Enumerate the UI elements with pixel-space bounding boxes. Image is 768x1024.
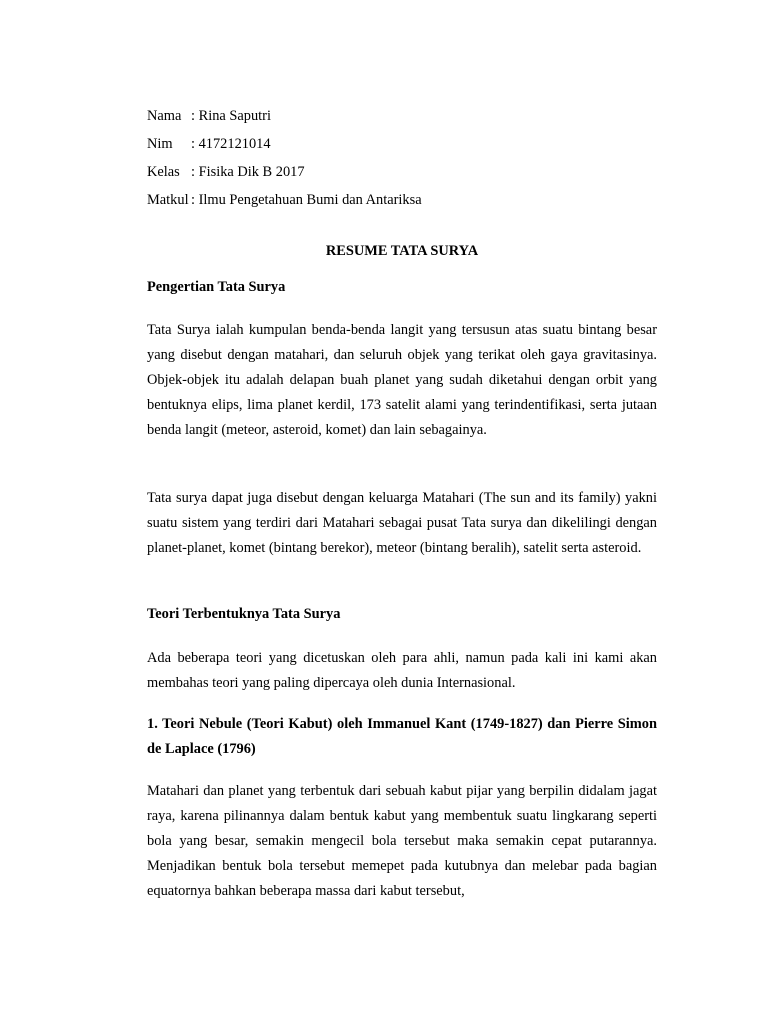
paragraph-teori-intro: Ada beberapa teori yang dicetuskan oleh para ahli, namun pada kali ini kami akan membahas teori yang paling dipercaya oleh dunia Internasional. (147, 650, 657, 691)
paragraph-pengertian-2: Tata surya dapat juga disebut dengan keluarga Matahari (The sun and its family) yakni suatu sistem yang terdiri dari Matahari sebagai pusat Tata surya dan dikelilingi dengan planet-planet, komet (bintang berekor), meteor (bintang beralih), satelit serta asteroid. (147, 490, 657, 556)
kelas-label: Kelas (147, 164, 180, 180)
info-row-kelas (147, 158, 422, 186)
info-row-nim (147, 130, 422, 158)
document-title: RESUME TATA SURYA (325, 243, 479, 259)
nama-label: Nama (147, 108, 182, 124)
matkul-label: Matkul (147, 192, 189, 208)
paragraph-pengertian-1: Tata Surya ialah kumpulan benda-benda langit yang tersusun atas suatu bintang besar yang disebut dengan matahari, dan seluruh objek yang terikat oleh gaya gravitasinya. Objek-objek itu adalah delapan buah planet yang sudah diketahui dengan orbit yang bentuknya elips, lima planet kerdil, 173 satelit alami yang terindentifikasi, serta jutaan benda langit (meteor, asteroid, komet) dan lain sebagainya. (147, 322, 657, 438)
paragraph-teori-nebule: Matahari dan planet yang terbentuk dari sebuah kabut pijar yang berpilin didalam jagat raya, karena pilinannya dalam bentuk kabut yang membentuk suatu lingkarang seperti bola yang besar, semakin mengecil bola tersebut maka semakin cepat putarannya. Menjadikan bentuk bola tersebut memepet pada kutubnya dan melebar pada bagian equatornya bahkan beberapa massa dari kabut tersebut, (147, 783, 657, 899)
heading-pengertian: Pengertian Tata Surya (147, 279, 286, 295)
subheading-teori-nebule: 1. Teori Nebule (Teori Kabut) oleh Immanuel Kant (1749-1827) dan Pierre Simon de Laplace (1796) (147, 716, 657, 757)
info-row-nama (147, 102, 422, 130)
nim-label: Nim (147, 136, 173, 152)
nim-value: : 4172121014 (191, 136, 271, 152)
student-info (147, 102, 422, 214)
kelas-value: : Fisika Dik B 2017 (191, 164, 305, 180)
matkul-value: : Ilmu Pengetahuan Bumi dan Antariksa (191, 192, 422, 208)
nama-value: : Rina Saputri (191, 108, 271, 124)
heading-teori: Teori Terbentuknya Tata Surya (147, 606, 341, 622)
info-row-matkul (147, 186, 422, 214)
